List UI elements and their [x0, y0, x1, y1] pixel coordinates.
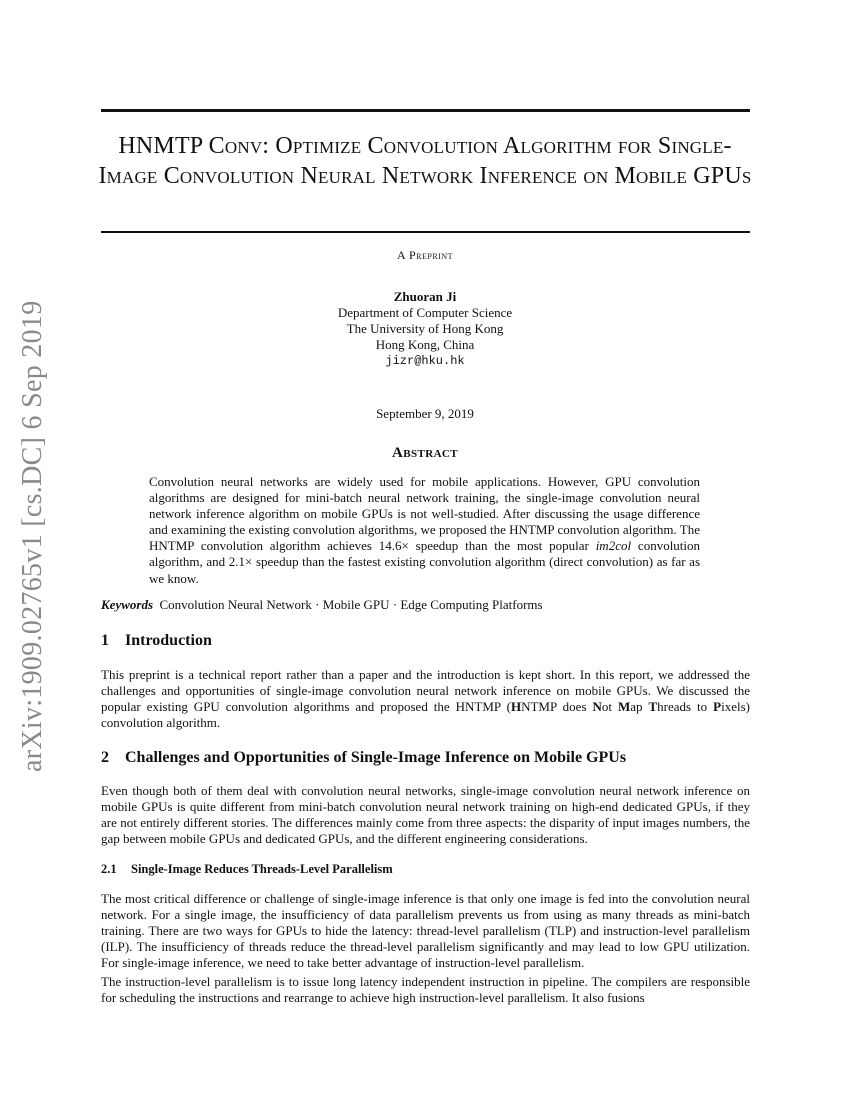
subsection-2-1-title: Single-Image Reduces Threads-Level Parallelism: [131, 862, 393, 876]
section-2-title: Challenges and Opportunities of Single-Image Inference on Mobile GPUs: [125, 749, 627, 766]
section-1-number: 1: [101, 632, 109, 649]
subsection-2-1-paragraph-2: The instruction-level parallelism is to issue long latency independent instruction in pipeline. The compilers are responsible for scheduling the instructions and rearrange to achieve high instruction-level parallelism. It also fusions: [101, 974, 750, 1006]
author-email: jizr@hku.hk: [385, 354, 465, 368]
acronym-p-rest: ixels: [721, 699, 746, 715]
acronym-n: N: [592, 699, 602, 715]
intro-text-a: This preprint is a technical report rather than a paper and the introduction is kept short. In this report, we addressed the challenges and opportunities of single-image convolution neural network inference on mobile GPUs. We discussed the popular existing GPU convolution algorithms and proposed the HNTMP (: [101, 667, 750, 715]
subsection-2-1-paragraph-1: The most critical difference or challenge of single-image inference is that only one image is fed into the convolution neural network. For a single image, the insufficiency of data parallelism prevents us from using as many threads as mini-batch training. There are two ways for GPUs to hide the latency: thread-level parallelism (TLP) and instruction-level parallelism (ILP). The insufficiency of threads reduce the thread-level parallelism significantly and may lead to low GPU utilization. For single-image inference, we need to take better advantage of instruction-level parallelism.: [101, 891, 750, 971]
acronym-h: H: [510, 699, 522, 715]
section-2-heading: [101, 749, 626, 767]
arxiv-identifier: arXiv:1909.02765v1 [cs.DC] 6 Sep 2019: [17, 300, 48, 772]
section-2-paragraph: Even though both of them deal with convolution neural networks, single-image convolution neural network inference on mobile GPUs is quite different from mini-batch convolution neural network training on high-end dedicated GPUs, if they are not entirely different stories. The differences mainly come from three aspects: the disparity of input images numbers, the gap between mobile GPUs and dedicated GPUs, and the different engineering considerations.: [101, 783, 750, 847]
author-university: The University of Hong Kong: [346, 321, 504, 336]
acronym-m: M: [617, 699, 631, 715]
keywords-label: Keywords: [101, 597, 153, 612]
subsection-2-1-heading: [101, 862, 393, 877]
section-1-title: Introduction: [125, 632, 212, 649]
keywords-text: Convolution Neural Network · Mobile GPU · Edge Computing Platforms: [159, 597, 543, 612]
title-top-rule: [101, 109, 750, 112]
section-2-number: 2: [101, 749, 109, 766]
abstract-text-2: convolution algorithm, and 2.1× speedup than the fastest existing convolution algorithm (direct convolution) as far as we know.: [149, 538, 701, 586]
acronym-n-rest: ot: [601, 699, 618, 715]
paper-title: HNMTP Conv: Optimize Convolution Algorithm for Single-Image Convolution Neural Network Inference on Mobile GPUs: [98, 133, 752, 189]
author-name: Zhuoran Ji: [393, 289, 457, 304]
author-location: Hong Kong, China: [375, 337, 475, 352]
author-department: Department of Computer Science: [337, 305, 513, 320]
preprint-label: A Preprint: [396, 248, 453, 262]
acronym-t: T: [648, 699, 658, 715]
acronym-p: P: [713, 699, 722, 715]
intro-paragraph: [101, 667, 750, 731]
abstract-body: [149, 474, 700, 587]
acronym-m-rest: ap: [630, 699, 649, 715]
author-block: [0, 289, 850, 369]
paper-date: September 9, 2019: [376, 406, 474, 421]
acronym-h-rest: NTMP does: [521, 699, 593, 715]
keywords-line: [101, 597, 750, 613]
title-bottom-rule: [101, 231, 750, 233]
intro-text-b: ) convolution algorithm.: [101, 699, 750, 731]
abstract-text-1: Convolution neural networks are widely used for mobile applications. However, GPU convolution algorithms are designed for mini-batch neural network training, the single-image convolution neural network inference algorithm on mobile GPUs is not well-studied. After discussing the usage difference and examining the existing convolution algorithms, we proposed the HNTMP convolution algorithm. The HNTMP convolution algorithm achieves 14.6× speedup than the most popular: [149, 474, 700, 554]
abstract-im2col: im2col: [595, 538, 632, 554]
acronym-t-rest: hreads to: [657, 699, 714, 715]
section-1-heading: [101, 632, 212, 650]
abstract-heading: Abstract: [392, 445, 458, 461]
subsection-2-1-number: 2.1: [101, 862, 117, 876]
